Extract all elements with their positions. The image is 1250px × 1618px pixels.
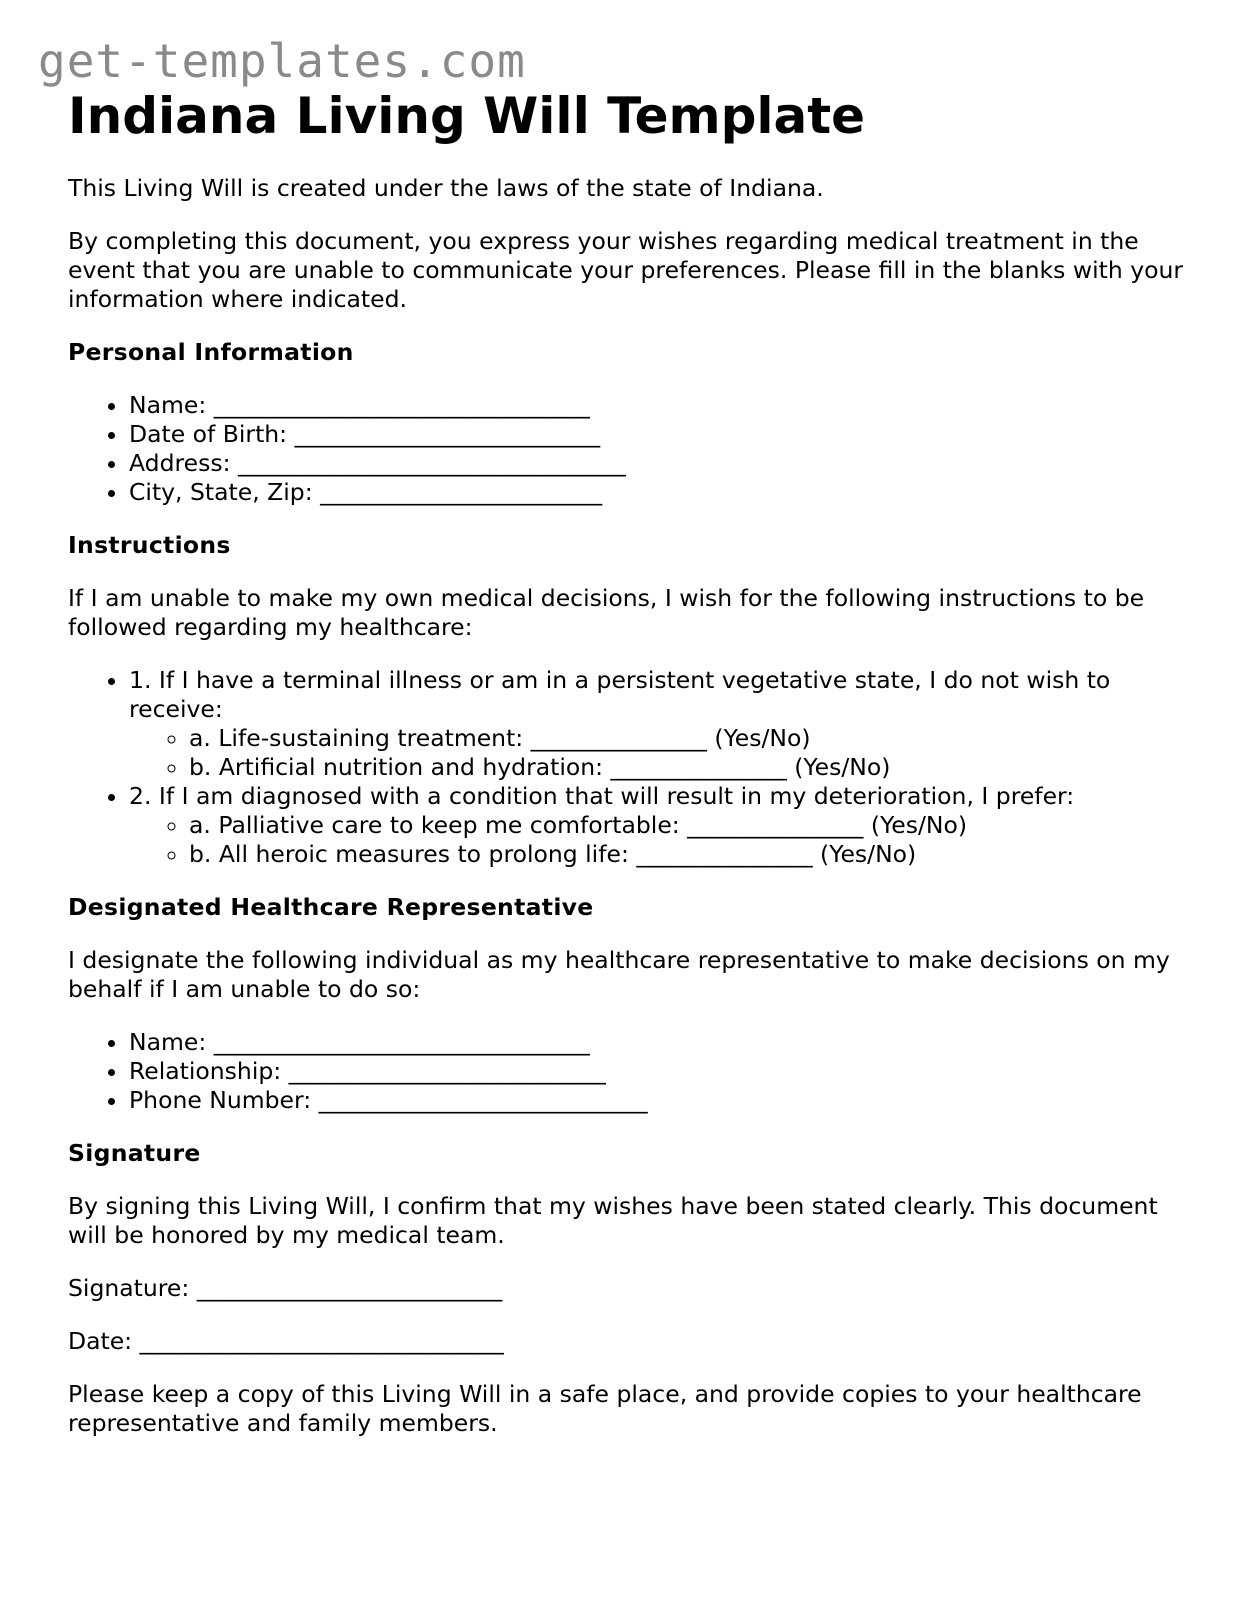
life-sustaining-treatment-field[interactable]: ◦ a. Life-sustaining treatment: _______________ (Yes/No) [189,724,1188,753]
watermark-text: get-templates.com [38,34,526,88]
instruction-item-2-label: 2. If I am diagnosed with a condition that will result in my deterioration, I prefer: [129,782,1075,810]
closing-paragraph: Please keep a copy of this Living Will in a safe place, and provide copies to your healthcare representative and family members. [68,1380,1142,1437]
representative-phone-field[interactable]: • Phone Number: ____________________________ [129,1086,1188,1115]
document-body [68,88,1188,1462]
intro-paragraph-1: This Living Will is created under the laws of the state of Indiana. [68,174,824,202]
signature-heading: Signature [68,1139,201,1167]
representative-name-field[interactable]: • Name: ________________________________ [129,1028,1188,1057]
heroic-measures-field[interactable]: ◦ b. All heroic measures to prolong life: _______________ (Yes/No) [189,840,1188,869]
instructions-paragraph: If I am unable to make my own medical decisions, I wish for the following instructions to be followed regarding my healthcare: [68,584,1145,641]
signature-paragraph: By signing this Living Will, I confirm that my wishes have been stated clearly. This document will be honored by my medical team. [68,1192,1158,1249]
representative-relationship-field[interactable]: • Relationship: ___________________________ [129,1057,1188,1086]
instruction-item-1-sublist [129,724,1188,782]
instruction-item-1-label: 1. If I have a terminal illness or am in a persistent vegetative state, I do not wish to receive: [129,666,1111,723]
artificial-nutrition-field[interactable]: ◦ b. Artificial nutrition and hydration: _______________ (Yes/No) [189,753,1188,782]
representative-paragraph: I designate the following individual as my healthcare representative to make decisions on my behalf if I am unable to do so: [68,946,1170,1003]
date-of-birth-field[interactable]: • Date of Birth: __________________________ [129,420,1188,449]
instructions-list [68,666,1188,869]
name-field[interactable]: • Name: ________________________________ [129,391,1188,420]
instructions-heading: Instructions [68,531,231,559]
instruction-item-2 [129,782,1188,869]
representative-heading: Designated Healthcare Representative [68,893,594,921]
representative-list [68,1028,1188,1115]
intro-paragraph-2: By completing this document, you express your wishes regarding medical treatment in the event that you are unable to communicate your preferences. Please fill in the blanks with your information where indicated. [68,227,1184,313]
document-title: Indiana Living Will Template [68,87,866,145]
signature-field[interactable]: Signature: __________________________ [68,1274,503,1302]
instruction-item-2-sublist [129,811,1188,869]
personal-info-heading: Personal Information [68,338,354,366]
instruction-item-1 [129,666,1188,782]
palliative-care-field[interactable]: ◦ a. Palliative care to keep me comfortable: _______________ (Yes/No) [189,811,1188,840]
date-field[interactable]: Date: _______________________________ [68,1327,504,1355]
address-field[interactable]: • Address: _________________________________ [129,449,1188,478]
city-state-zip-field[interactable]: • City, State, Zip: ________________________ [129,478,1188,507]
personal-info-list [68,391,1188,507]
